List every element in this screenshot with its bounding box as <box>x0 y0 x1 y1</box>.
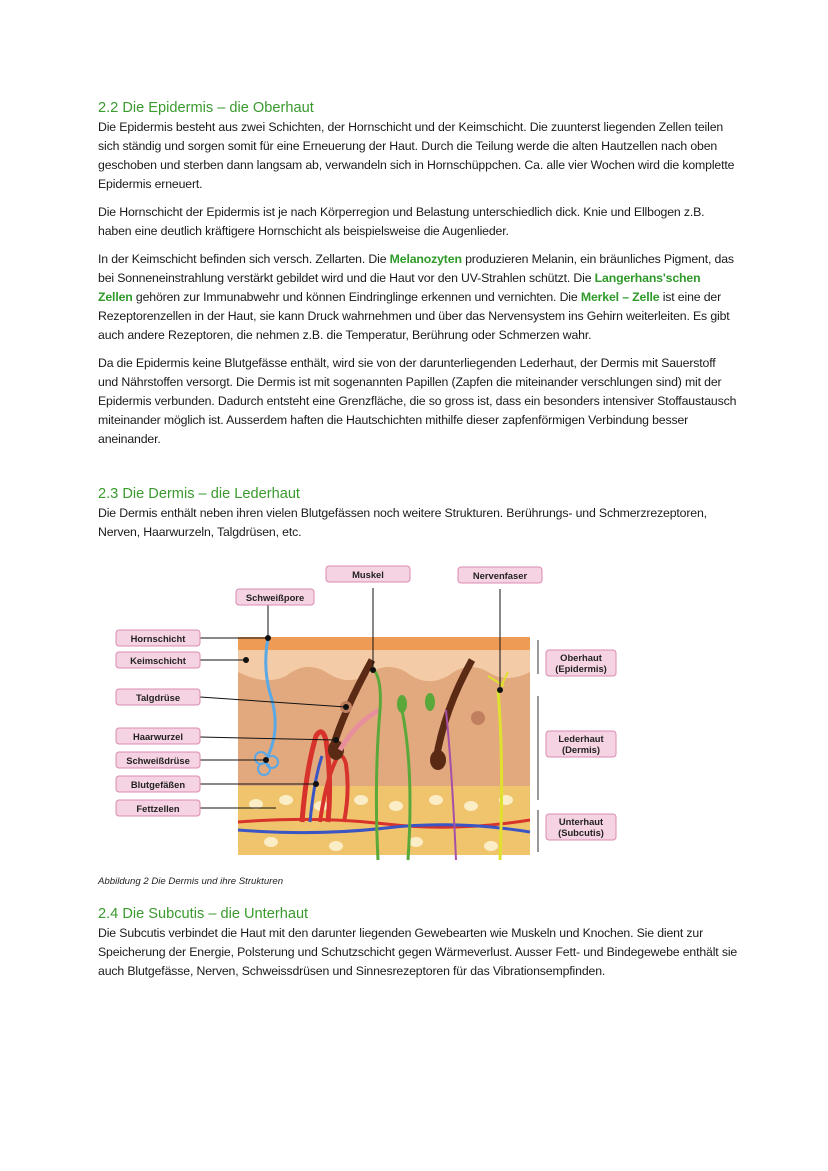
svg-text:Hornschicht: Hornschicht <box>130 633 186 644</box>
section-epidermis <box>98 98 738 458</box>
text-fragment: produzieren Melanin, ein bräunliches Pigment, das bei Sonneneinstrahlung verstärkt gebildet wird und die Haut vor den UV-Strahlen schützt. Die <box>98 252 734 285</box>
label-muskel <box>326 566 410 582</box>
label-nervenfaser <box>458 567 542 583</box>
horn-layer <box>238 637 530 650</box>
skin-diagram <box>96 560 636 862</box>
label-keimschicht <box>116 652 200 668</box>
label-fettzellen <box>116 800 200 816</box>
receptor-1 <box>425 693 435 711</box>
label-talgdruese <box>116 689 200 705</box>
label-lederhaut <box>546 731 616 757</box>
section-subcutis <box>98 904 738 990</box>
paragraph-epidermis-2: Die Hornschicht der Epidermis ist je nach Körperregion und Belastung unterschiedlich dick. Knie und Ellbogen z.B. haben eine deutlich kräftigere Hornschicht als beispielsweise die Augenlieder. <box>98 205 705 238</box>
paragraph-epidermis-3 <box>98 250 738 345</box>
text-fragment: In der Keimschicht befinden sich versch. Zellarten. Die <box>98 252 390 266</box>
sebaceous-gland-2 <box>471 711 485 725</box>
receptor-2 <box>397 695 407 713</box>
text-fragment: ist eine der Rezeptorenzellen in der Haut, sie kann Druck wahrnehmen und über das Nervensystem ins Gehirn weiterleiten. Es gibt auch andere Rezeptoren, die nehmen z.B. die Temperatur, Berührung oder Schmerzen wahr. <box>98 290 730 342</box>
svg-text:Schweißdrüse: Schweißdrüse <box>126 755 190 766</box>
svg-text:Talgdrüse: Talgdrüse <box>135 692 181 703</box>
svg-text:(Dermis): (Dermis) <box>561 744 601 755</box>
svg-text:Fettzellen: Fettzellen <box>136 803 180 814</box>
label-unterhaut <box>546 814 616 840</box>
heading-subcutis: 2.4 Die Subcutis – die Unterhaut <box>98 906 309 922</box>
paragraph-epidermis-4: Da die Epidermis keine Blutgefässe enthält, wird sie von der darunterliegenden Lederhaut, der Dermis mit Sauerstoff und Nährstoffen versorgt. Die Dermis ist mit sogenannten Papillen (Zapfen die miteinander verschlungen sind) mit der Epidermis verbunden. Dadurch entsteht eine Grenzfläche, die so gross ist, dass ein besonders intensiver Stoffaustausch miteinander möglich ist. Ausserdem haften die Hautschichten mithilfe dieser zapfenförmigen Verbindung besser aneinander. <box>98 356 737 446</box>
svg-text:Keimschicht: Keimschicht <box>130 655 186 666</box>
hair-bulb-2 <box>430 750 446 770</box>
svg-text:Lederhaut: Lederhaut <box>558 733 604 744</box>
paragraph-epidermis-1: Die Epidermis besteht aus zwei Schichten, der Hornschicht und der Keimschicht. Die zuunterst liegenden Zellen teilen sich ständig und sorgen somit für eine Erneuerung der Haut. Durch die Teilung werde die alten Hautzellen nach oben geschoben und sterben dann langsam ab, verwandeln sich in Hornschüppchen. Ca. alle vier Wochen wird die komplette Epidermis erneuert. <box>98 120 735 191</box>
label-schweisspore <box>236 589 314 605</box>
figure-caption: Abbildung 2 Die Dermis und ihre Strukturen <box>98 876 284 887</box>
svg-text:Schweißpore: Schweißpore <box>245 592 305 603</box>
svg-text:(Epidermis): (Epidermis) <box>555 663 607 674</box>
label-schweissdruese <box>116 752 200 768</box>
paragraph-dermis-1: Die Dermis enthält neben ihren vielen Blutgefässen noch weitere Strukturen. Berührungs- und Schmerzrezeptoren, Nerven, Haarwurzeln, Talgdrüsen, etc. <box>98 506 707 539</box>
svg-text:Nervenfaser: Nervenfaser <box>472 570 528 581</box>
skin-cross-section <box>238 637 530 860</box>
svg-text:Haarwurzel: Haarwurzel <box>132 731 184 742</box>
label-hornschicht <box>116 630 200 646</box>
highlight-melanozyten: Melanozyten <box>389 252 462 266</box>
highlight-merkel: Merkel – Zelle <box>580 290 660 304</box>
section-dermis <box>98 484 738 551</box>
heading-dermis: 2.3 Die Dermis – die Lederhaut <box>98 486 300 502</box>
label-oberhaut <box>546 650 616 676</box>
text-fragment: gehören zur Immunabwehr und können Eindringlinge erkennen und vernichten. Die <box>132 290 581 304</box>
label-haarwurzel <box>116 728 200 744</box>
label-blutgefaessen <box>116 776 200 792</box>
svg-text:Muskel: Muskel <box>352 569 384 580</box>
svg-text:(Subcutis): (Subcutis) <box>558 827 604 838</box>
heading-epidermis: 2.2 Die Epidermis – die Oberhaut <box>98 100 314 116</box>
paragraph-subcutis-1: Die Subcutis verbindet die Haut mit den darunter liegenden Gewebearten wie Muskeln und Knochen. Sie dient zur Speicherung der Energie, Polsterung und Schutzschicht gegen Wärmeverlust. Ausser Fett- und Bindegewebe enthält sie auch Blutgefässe, Nerven, Schweissdrüsen und Sinnesrezeptoren für das Vibrationsempfinden. <box>98 926 738 978</box>
svg-text:Blutgefäßen: Blutgefäßen <box>130 779 186 790</box>
svg-text:Oberhaut: Oberhaut <box>560 652 602 663</box>
highlight-langerhans: Langerhans'schen Zellen <box>98 271 701 304</box>
svg-text:Unterhaut: Unterhaut <box>558 816 604 827</box>
